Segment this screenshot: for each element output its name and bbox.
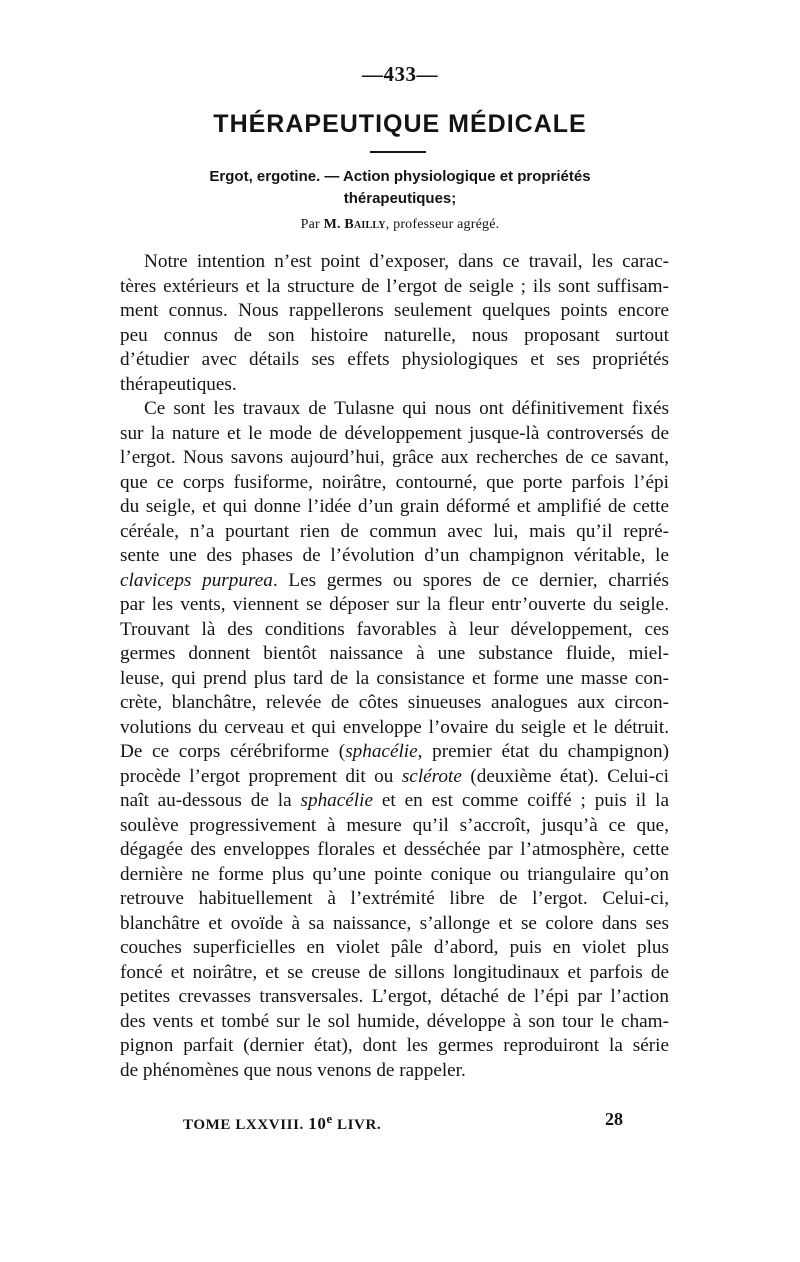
italic-term: sphacélie (345, 741, 418, 762)
body-line: couches superficielles en violet pâle d’abord, puis en violet plus (120, 937, 669, 958)
body-line: sente une des phases de l’évolution d’un champignon véritable, le (120, 545, 669, 566)
body-line: céréale, n’a pourtant rien de commun avec lui, mais qu’il repré- (120, 520, 669, 542)
body-line: que ce corps fusiforme, noirâtre, contourné, que porte parfois l’épi (120, 471, 669, 493)
article-title (120, 166, 680, 210)
byline-author: M. Bailly (323, 217, 386, 232)
volume-footer (183, 1112, 381, 1134)
body-line: thérapeutiques. (120, 373, 237, 395)
body-line: Notre intention n’est point d’exposer, dans ce travail, les carac- (144, 251, 669, 272)
body-line: ment connus. Nous rappellerons seulement quelques points encore (120, 300, 669, 321)
body-line: naît au-dessous de la sphacélie et en est comme coiffé ; puis il la (120, 790, 669, 811)
byline (0, 217, 800, 233)
body-line: Ce sont les travaux de Tulasne qui nous ont définitivement fixés (144, 398, 669, 419)
body-line: petites crevasses transversales. L’ergot, détaché de l’épi par l’action (120, 986, 669, 1007)
issue-superscript: e (326, 1112, 333, 1126)
body-line: soulève progressivement à mesure qu’il s’accroît, jusqu’à ce que, (120, 814, 669, 836)
body-line: sur la nature et le mode de développement jusque-là controversés de (120, 422, 669, 444)
body-line: claviceps purpurea. Les germes ou spores de ce dernier, charriés (120, 569, 669, 591)
body-line: De ce corps cérébriforme (sphacélie, premier état du champignon) (120, 741, 669, 762)
body-line: du seigle, et qui donne l’idée d’un grain déformé et amplifié de cette (120, 496, 669, 517)
body-line: dernière ne forme plus qu’une pointe conique ou triangulaire qu’on (120, 863, 669, 885)
signature-mark: 28 (605, 1109, 623, 1129)
italic-term: claviceps purpurea (120, 569, 273, 591)
article-title-line-2: thérapeutiques; (343, 190, 457, 207)
body-line: d’étudier avec détails ses effets physiologiques et ses propriétés (120, 349, 669, 370)
body-line: Trouvant là des conditions favorables à leur développement, ces (120, 618, 669, 640)
body-line: tères extérieurs et la structure de l’ergot de seigle ; ils sont suffisam- (120, 275, 669, 297)
body-line: procède l’ergot proprement dit ou sclérote (deuxième état). Celui-ci (120, 765, 669, 787)
issue-number: 10 (308, 1114, 327, 1133)
italic-term: sphacélie (300, 790, 373, 811)
body-line: dégagée des enveloppes florales et desséchée par l’atmosphère, cette (120, 839, 669, 860)
body-line: leuse, qui prend plus tard de la consistance et forme une masse con- (120, 667, 669, 689)
volume-label: TOME LXXVIII. (183, 1117, 304, 1133)
body-line: retrouve habituellement à l’extrémité libre de l’ergot. Celui-ci, (120, 888, 669, 909)
body-line: peu connus de son histoire naturelle, nous proposant surtout (120, 324, 669, 346)
body-line: foncé et noirâtre, et se creuse de sillons longitudinaux et parfois de (120, 961, 669, 983)
body-line: pignon parfait (dernier état), dont les germes reproduiront la série (120, 1035, 669, 1056)
body-line: par les vents, viennent se déposer sur la fleur entr’ouverte du seigle. (120, 594, 669, 615)
article-title-line-1: Ergot, ergotine. — Action physiologique et propriétés (209, 168, 591, 185)
page-number: —433— (362, 62, 438, 86)
byline-prefix: Par (300, 217, 324, 232)
body-line: volutions du cerveau et qui enveloppe l’ovaire du seigle et le détruit. (120, 716, 669, 738)
body-line: des vents et tombé sur le sol humide, développe à son tour le cham- (120, 1010, 669, 1032)
body-line: blanchâtre et ovoïde à sa naissance, s’allonge et se colore dans ses (120, 912, 669, 934)
italic-term: sclérote (401, 765, 462, 787)
body-line: germes donnent bientôt naissance à une substance fluide, miel- (120, 643, 669, 664)
byline-suffix: , professeur agrégé. (385, 217, 500, 232)
body-line: de phénomènes que nous venons de rappeler. (120, 1059, 466, 1081)
article-body (120, 250, 669, 1083)
section-title: THÉRAPEUTIQUE MÉDICALE (213, 110, 587, 138)
title-divider (370, 151, 426, 153)
body-line: crète, blanchâtre, relevée de côtes sinueuses analogues aux circon- (120, 692, 669, 713)
issue-label: LIVR. (336, 1117, 382, 1133)
body-line: l’ergot. Nous savons aujourd’hui, grâce aux recherches de ce savant, (120, 447, 669, 468)
